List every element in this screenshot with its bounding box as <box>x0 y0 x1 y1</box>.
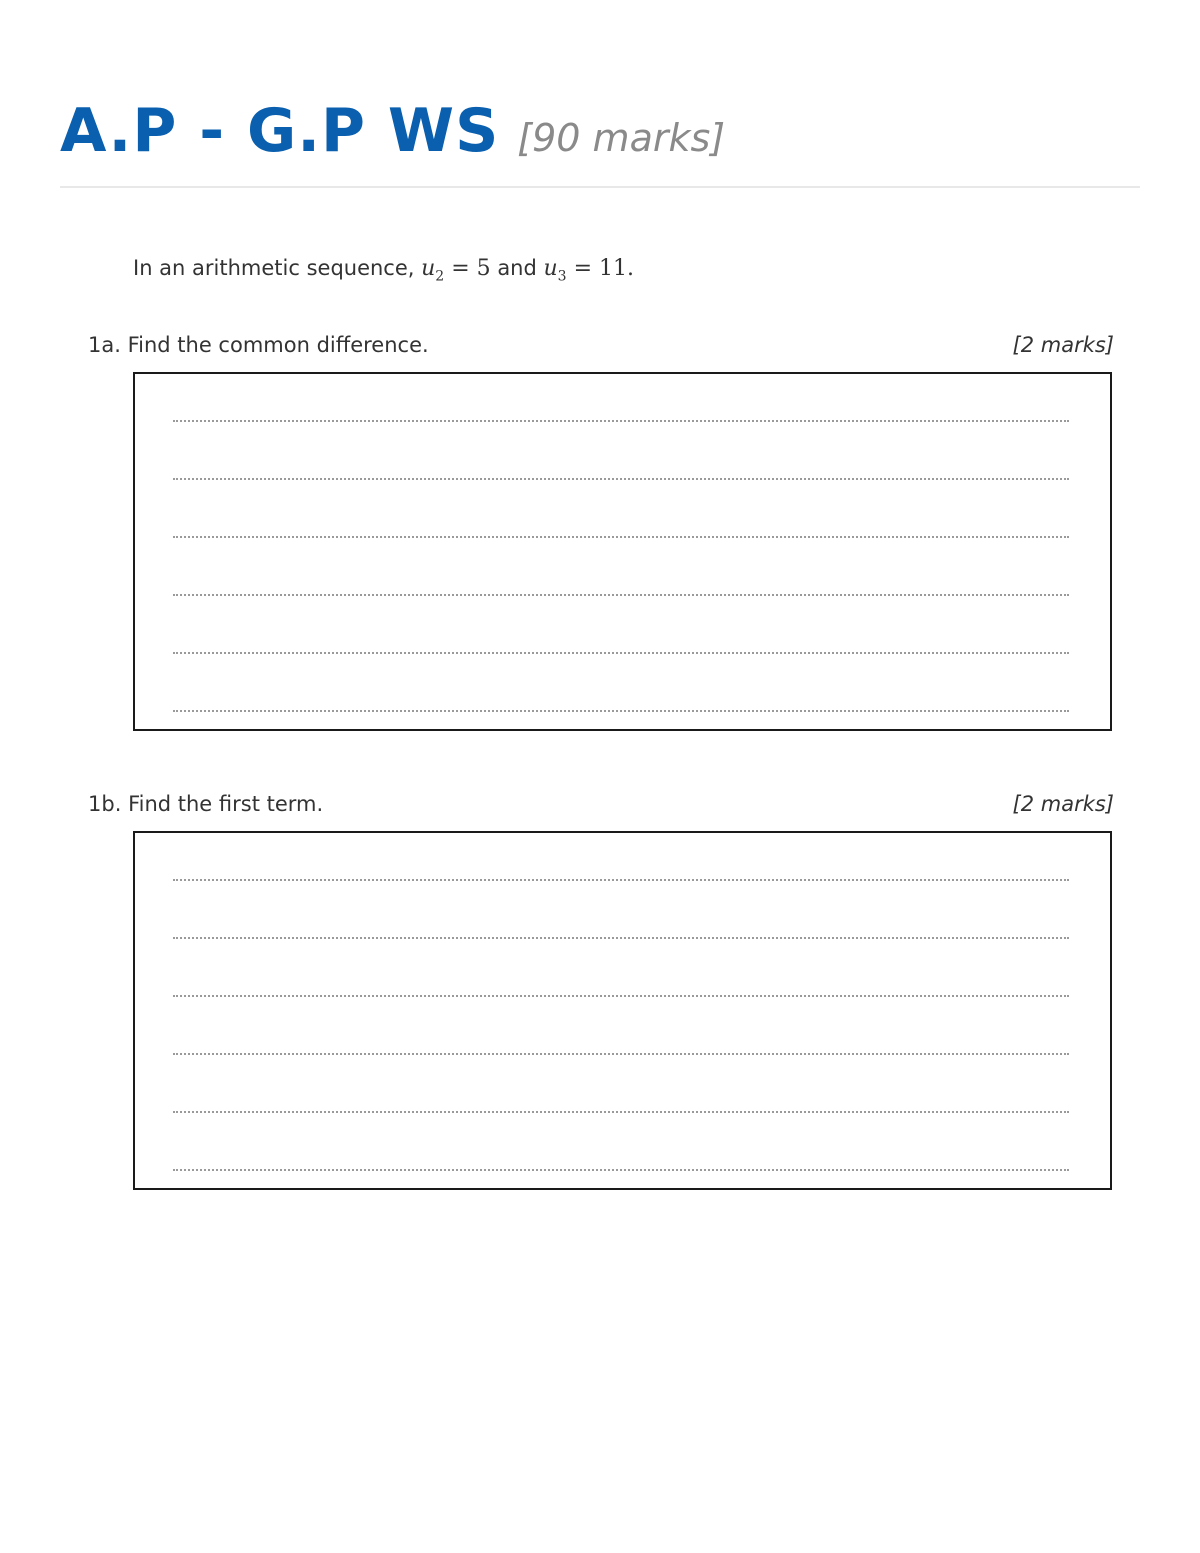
answer-line <box>173 536 1069 538</box>
stem-middle: and <box>490 256 544 280</box>
u2-subscript: 2 <box>435 268 445 285</box>
math-u3 <box>543 256 628 285</box>
title-text: A.P - G.P WS <box>60 96 500 166</box>
u2-equation: = 5 <box>444 256 491 281</box>
answer-line <box>173 937 1069 939</box>
answer-line <box>173 420 1069 422</box>
question-1a <box>88 333 1114 363</box>
answer-line <box>173 478 1069 480</box>
question-1b-marks: [2 marks] <box>1012 792 1114 816</box>
worksheet-header <box>60 96 1140 188</box>
question-1b <box>88 792 1114 822</box>
question-1b-prompt: Find the first term. <box>128 792 324 816</box>
total-marks: [90 marks] <box>517 116 726 160</box>
stem-prefix: In an arithmetic sequence, <box>133 256 422 280</box>
u3-variable: u <box>543 256 558 281</box>
math-u2 <box>421 256 491 285</box>
question-1a-number: 1a. <box>88 333 121 357</box>
answer-box-1b[interactable] <box>133 831 1112 1190</box>
question-1a-marks: [2 marks] <box>1012 333 1114 357</box>
answer-line <box>173 995 1069 997</box>
answer-line <box>173 594 1069 596</box>
u2-variable: u <box>421 256 436 281</box>
answer-box-1a[interactable] <box>133 372 1112 731</box>
answer-line <box>173 1053 1069 1055</box>
stem-suffix: . <box>627 256 635 281</box>
u3-subscript: 3 <box>557 268 567 285</box>
answer-line <box>173 1169 1069 1171</box>
answer-line <box>173 879 1069 881</box>
page-title <box>60 96 725 166</box>
question-1b-text <box>88 792 323 816</box>
answer-line <box>173 652 1069 654</box>
question-1a-prompt: Find the common difference. <box>127 333 429 357</box>
answer-line <box>173 1111 1069 1113</box>
u3-equation: = 11 <box>566 256 628 281</box>
question-1a-text <box>88 333 429 357</box>
answer-line <box>173 710 1069 712</box>
question-stem <box>133 256 634 284</box>
question-1b-number: 1b. <box>88 792 122 816</box>
